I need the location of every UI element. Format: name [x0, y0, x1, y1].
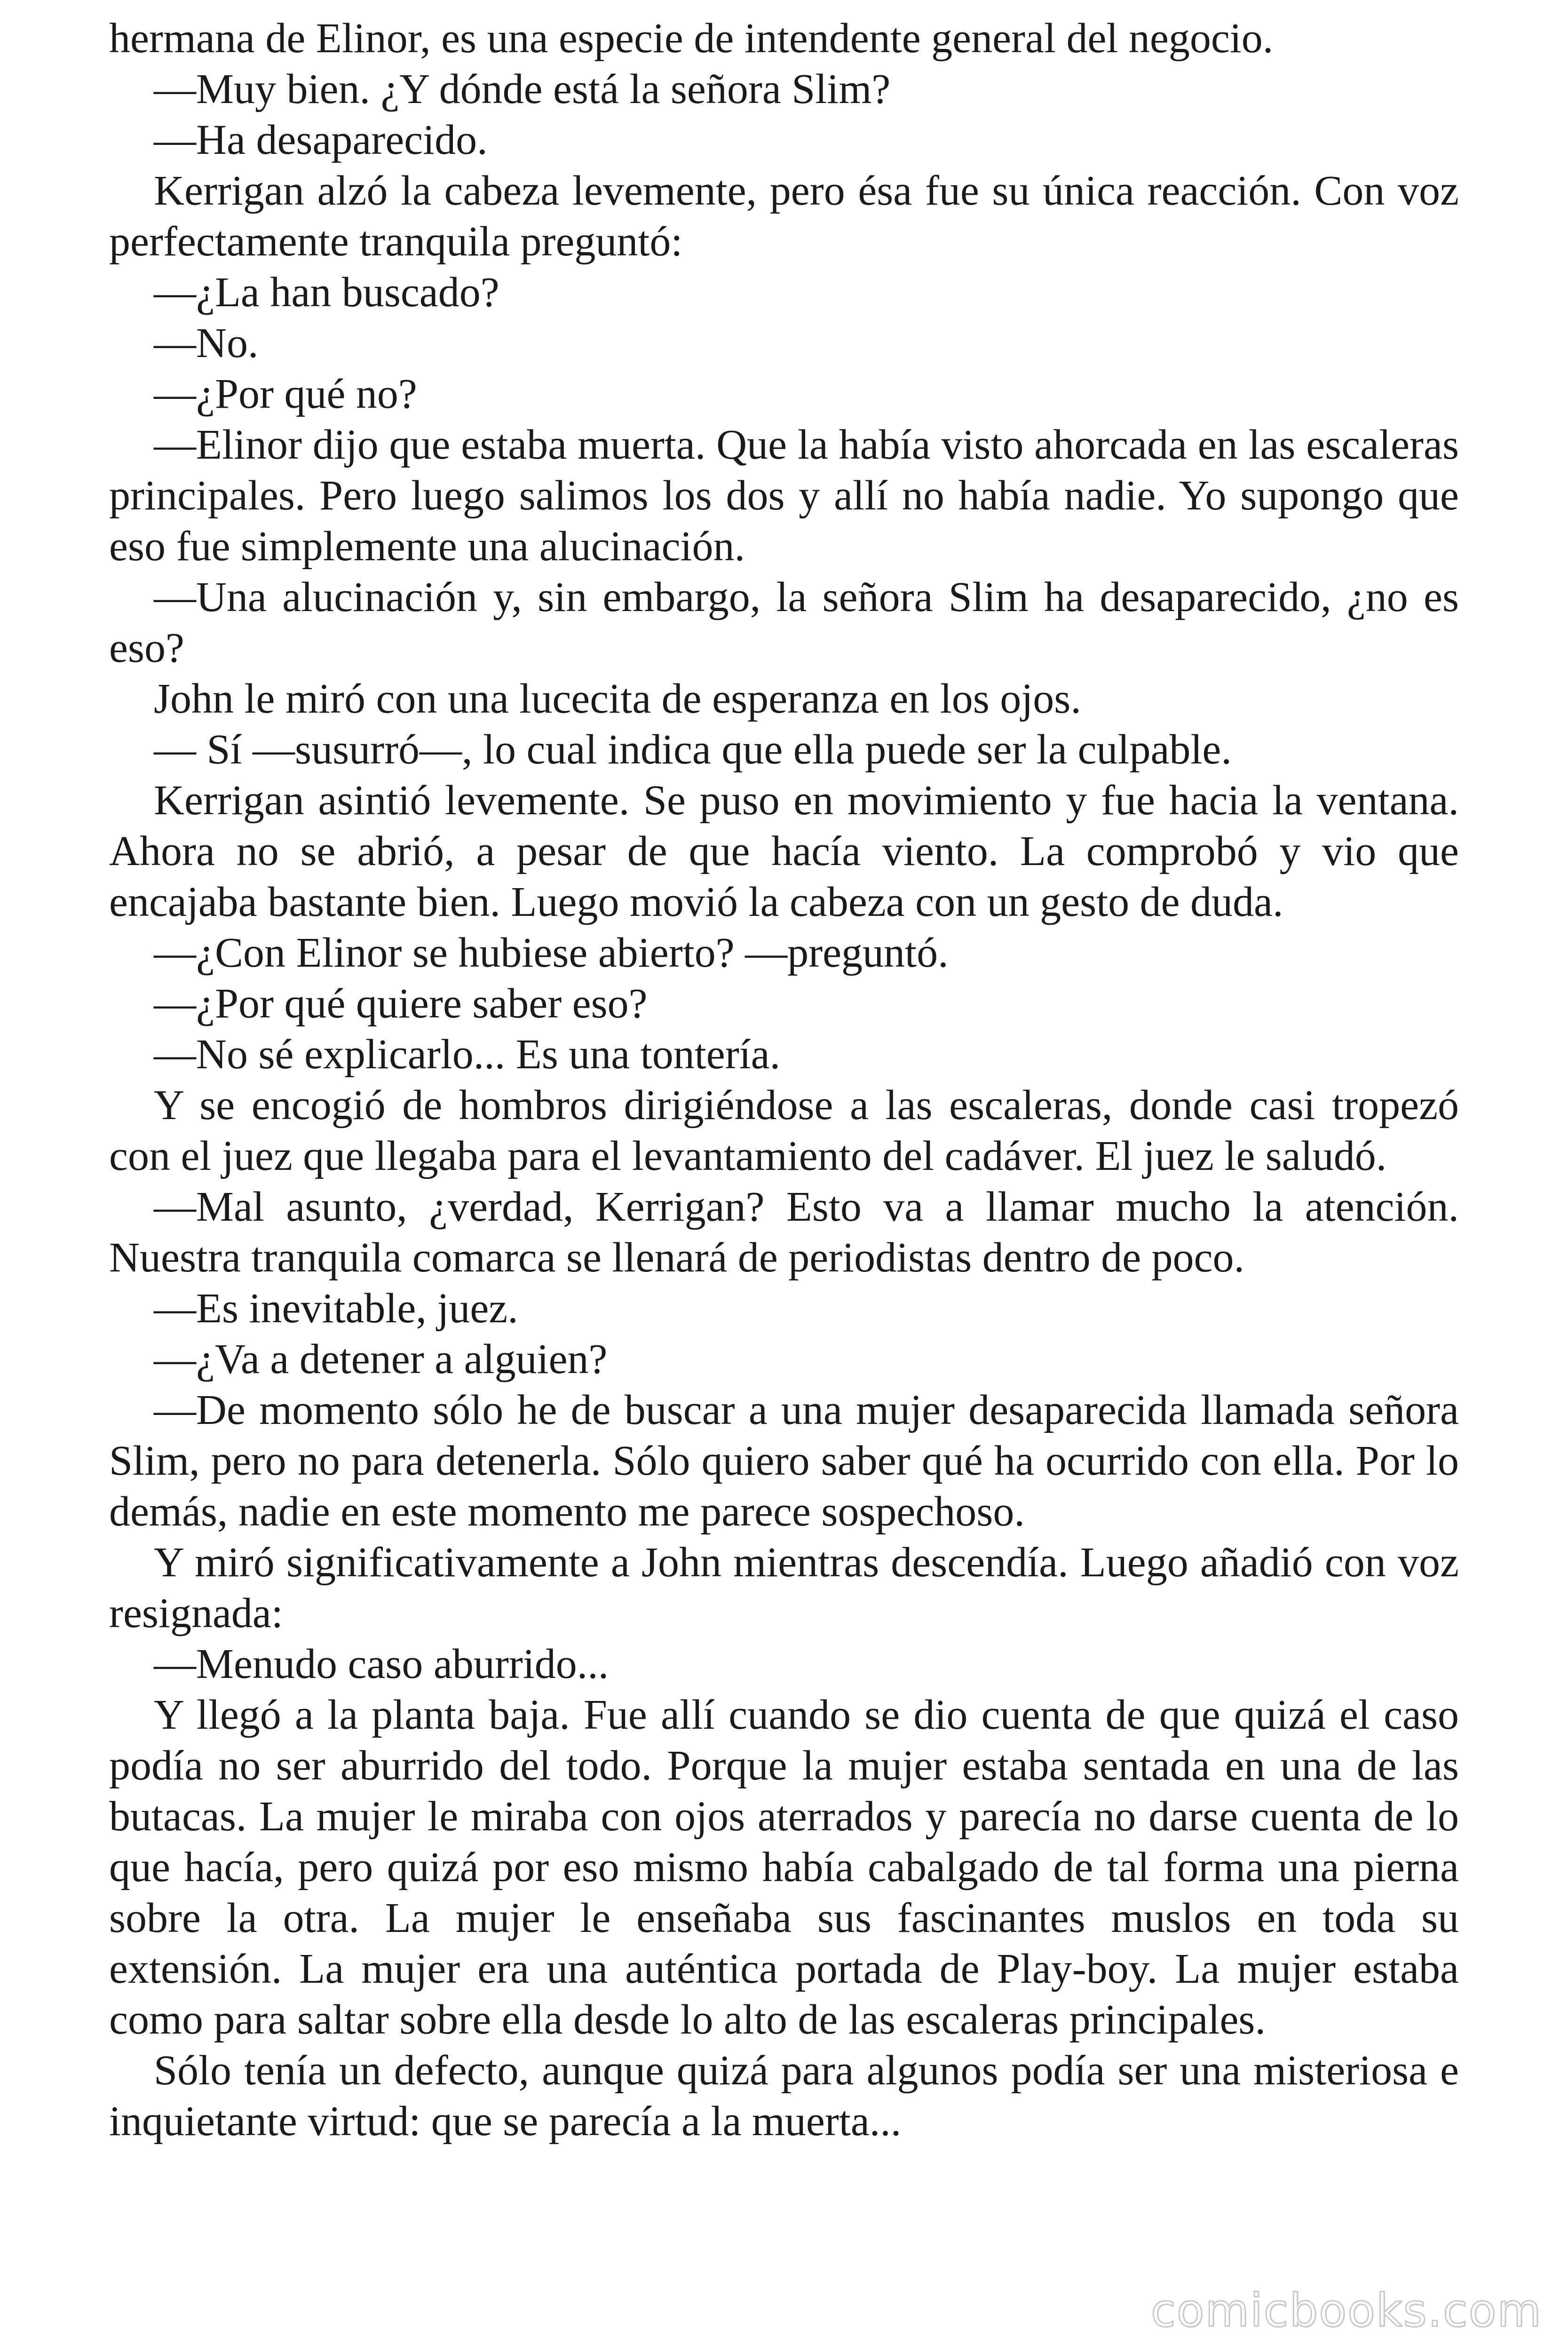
paragraph: Y se encogió de hombros dirigiéndose a las escaleras, donde casi tropezó con el juez que llegaba para el levantamiento del cadáver. El juez le saludó. [109, 1082, 1459, 1179]
paragraph: —Elinor dijo que estaba muerta. Que la había visto ahorcada en las escaleras principales. Pero luego salimos los dos y allí no había nadie. Yo supongo que eso fue simplemente una alucinación. [109, 421, 1459, 570]
paragraph: — Sí —susurró—, lo cual indica que ella puede ser la culpable. [154, 726, 1232, 773]
paragraph: Y llegó a la planta baja. Fue allí cuando se dio cuenta de que quizá el caso podía no ser aburrido del todo. Porque la mujer estaba sentada en una de las butacas. La mujer le miraba con ojos aterrados y parecía no darse cuenta de lo que hacía, pero quizá por eso mismo había cabalgado de tal forma una pierna sobre la otra. La mujer le enseñaba sus fascinantes muslos en toda su extensión. La mujer era una auténtica portada de Play-boy. La mujer estaba como para saltar sobre ella desde lo alto de las escaleras principales. [109, 1692, 1459, 2043]
body-text [109, 13, 1459, 2147]
paragraph: —¿Por qué no? [154, 371, 417, 417]
paragraph: —¿Va a detener a alguien? [154, 1336, 608, 1383]
paragraph: Kerrigan alzó la cabeza levemente, pero ésa fue su única reacción. Con voz perfectamente tranquila preguntó: [109, 167, 1459, 265]
paragraph: —No. [154, 320, 259, 366]
paragraph: —Muy bien. ¿Y dónde está la señora Slim? [154, 66, 891, 112]
paragraph: —Es inevitable, juez. [154, 1285, 518, 1332]
paragraph: Kerrigan asintió levemente. Se puso en movimiento y fue hacia la ventana. Ahora no se abrió, a pesar de que hacía viento. La comprobó y vio que encajaba bastante bien. Luego movió la cabeza con un gesto de duda. [109, 777, 1459, 925]
paragraph: hermana de Elinor, es una especie de intendente general del negocio. [109, 15, 1274, 62]
paragraph: —No sé explicarlo... Es una tontería. [154, 1031, 781, 1078]
paragraph: —¿La han buscado? [154, 269, 499, 316]
paragraph: Y miró significativamente a John mientras descendía. Luego añadió con voz resignada: [109, 1539, 1459, 1637]
paragraph: —¿Por qué quiere saber eso? [154, 980, 648, 1027]
paragraph: —Ha desaparecido. [154, 117, 488, 163]
paragraph: John le miró con una lucecita de esperanza en los ojos. [154, 675, 1081, 722]
watermark: comicbooks.com [1150, 2284, 1542, 2337]
paragraph: —Menudo caso aburrido... [154, 1641, 609, 1687]
paragraph: —Mal asunto, ¿verdad, Kerrigan? Esto va a llamar mucho la atención. Nuestra tranquila comarca se llenará de periodistas dentro de poco. [109, 1184, 1459, 1281]
paragraph: Sólo tenía un defecto, aunque quizá para algunos podía ser una misteriosa e inquietante virtud: que se parecía a la muerta... [109, 2047, 1459, 2145]
paragraph: —Una alucinación y, sin embargo, la señora Slim ha desaparecido, ¿no es eso? [109, 574, 1459, 671]
paragraph: —¿Con Elinor se hubiese abierto? —preguntó. [154, 930, 949, 976]
paragraph: —De momento sólo he de buscar a una mujer desaparecida llamada señora Slim, pero no para detenerla. Sólo quiero saber qué ha ocurrido con ella. Por lo demás, nadie en este momento me parece sospechoso. [109, 1387, 1459, 1535]
